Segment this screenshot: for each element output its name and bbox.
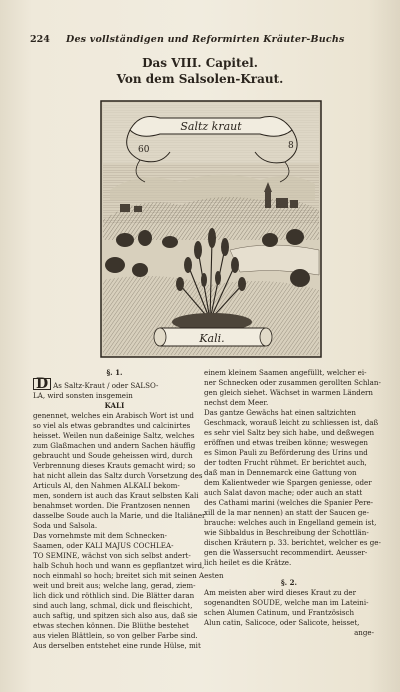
text-line: dischen Kräutern p. 33. berichtet, welcher es ge- xyxy=(204,538,381,547)
text-line: Am meisten aber wird dieses Kraut zu der xyxy=(204,588,356,597)
text-line: gen die Wassersucht recommendirt. Aeusser- xyxy=(204,548,368,557)
running-header xyxy=(30,34,375,48)
text-line: heisset. Weilen nun daßeinige Saltz, welches xyxy=(33,431,195,440)
text-line: nechst dem Meer. xyxy=(204,398,269,407)
text-line: Saamen, oder KALI MAJUS COCHLEA- xyxy=(33,541,174,550)
text-line: es sehr viel Saltz bey sich habe, und deßwegen xyxy=(204,428,375,437)
drop-cap-d: D xyxy=(33,378,51,390)
text-line: Das gantze Gewächs hat einen saltzichten xyxy=(204,408,356,417)
right-text-column xyxy=(204,368,381,638)
chapter-title: Von dem Salsolen-Kraut. xyxy=(116,72,284,86)
text-line: dasselbe Soude auch la Marie, und die Italiäner xyxy=(33,511,206,520)
text-line: brauche: welches auch in Engelland gemein ist, xyxy=(204,518,377,527)
text-line: auch Salat davon mache; oder auch an statt xyxy=(204,488,363,497)
running-title: Des vollständigen und Reformirten Kräuter-Buchs xyxy=(66,34,345,45)
text-line: KALI xyxy=(104,401,125,410)
text-line: es Simon Pauli zu Beförderung des Urins und xyxy=(204,448,368,457)
text-line: Alun catin, Salicoce, oder Salicote, heisset, xyxy=(204,618,360,627)
text-line: xill de la mar nennen) an statt der Saucen ge- xyxy=(204,508,370,517)
text-line: aus vielen Blättlein, so von gelber Farbe sind. xyxy=(33,631,198,640)
engraving-illustration xyxy=(100,100,322,358)
text-line: ner Schnecken oder zusammen gerollten Schlan- xyxy=(204,378,381,387)
text-line: etwas stechen können. Die Blüthe bestehet xyxy=(33,621,189,630)
text-line: gebraucht und Soude geheissen wird, durch xyxy=(33,451,193,460)
text-line: schen Alumen Catinum, und Frantzösisch xyxy=(204,608,355,617)
text-line: eröffnen und etwas treiben könne; weswegen xyxy=(204,438,368,447)
text-line: wie Sibbaldus in Beschreibung der Schottlän- xyxy=(204,528,369,537)
text-line: dem Kalientweder wie Spargen geniesse, oder xyxy=(204,478,372,487)
text-line: so viel als etwas gebrandtes und calcinirtes xyxy=(33,421,191,430)
text-line: TO SEMINE, wächst von sich selbst andert- xyxy=(33,551,191,560)
text-line: Soda und Salsola. xyxy=(33,521,98,530)
text-line: Verbrennung dieses Krauts gemacht wird; so xyxy=(33,461,196,470)
text-line: des Cathami marini (welches die Spanier Pere- xyxy=(204,498,374,507)
plate-label: Kali. xyxy=(199,332,225,345)
text-line: einem kleinem Saamen angefüllt, welcher ei- xyxy=(204,368,367,377)
text-line: sogenandten SOUDE, welche man im Lateini- xyxy=(204,598,369,607)
spacer-line xyxy=(204,568,374,578)
catchword: ange- xyxy=(354,628,374,637)
text-line: Aus derselben entstehet eine runde Hülse, mit xyxy=(33,641,201,650)
text-line: lich heilet es die Krätze. xyxy=(204,558,292,567)
plate-number: 8 xyxy=(288,141,294,151)
section-mark: §. 1. xyxy=(106,368,123,377)
engraved-plate xyxy=(100,100,322,358)
text-line: men, sondern ist auch das Kraut selbsten Kali xyxy=(33,491,199,500)
text-line: gen gleich siehet. Wächset in warmen Ländern xyxy=(204,388,373,397)
text-line: halb Schuh hoch und wann es gepflantzet wird, xyxy=(33,561,205,570)
plate-banner-text: Saltz kraut xyxy=(180,120,242,133)
text-line: Geschmack, worauß leicht zu schliessen ist, daß xyxy=(204,418,379,427)
text-line: benahmset worden. Die Frantzosen nennen xyxy=(33,501,191,510)
text-line: Articuls Al, den Nahmen ALKALI bekom- xyxy=(33,481,180,490)
text-line: daß man in Dennemarck eine Gattung von xyxy=(204,468,357,477)
text-line: genennet, welches ein Arabisch Wort ist und xyxy=(33,411,194,420)
text-line: hat nicht allein das Saltz durch Vorsetzung des xyxy=(33,471,203,480)
text-line: der todten Frucht rühmet. Er berichtet auch, xyxy=(204,458,367,467)
text-line: zum Glaßmachen und andern Sachen häuffig xyxy=(33,441,196,450)
text-line: weit und breit aus; welche lang, gerad, ziem- xyxy=(33,581,196,590)
left-text-column xyxy=(33,368,224,651)
section-mark: §. 2. xyxy=(280,578,298,587)
text-line: Das vornehmste mit dem Schnecken- xyxy=(33,531,167,540)
text-line: lich dick und röthlich sind. Die Blätter daran xyxy=(33,591,195,600)
text-line: D As Saltz-Kraut / oder SALSO- xyxy=(33,378,196,391)
text-line: noch einmahl so hoch; breitet sich mit seinen Aesten xyxy=(33,571,224,580)
text-line: auch saftig, und spitzen sich also aus, daß sie xyxy=(33,611,198,620)
page-number: 224 xyxy=(30,34,50,45)
text-line: LA, wird sonsten insgemein xyxy=(33,391,133,400)
text-line: sind auch lang, schmal, dick und fleischicht, xyxy=(33,601,193,610)
plate-left-number: 60 xyxy=(138,145,150,155)
chapter-number: Das VIII. Capitel. xyxy=(142,56,258,70)
